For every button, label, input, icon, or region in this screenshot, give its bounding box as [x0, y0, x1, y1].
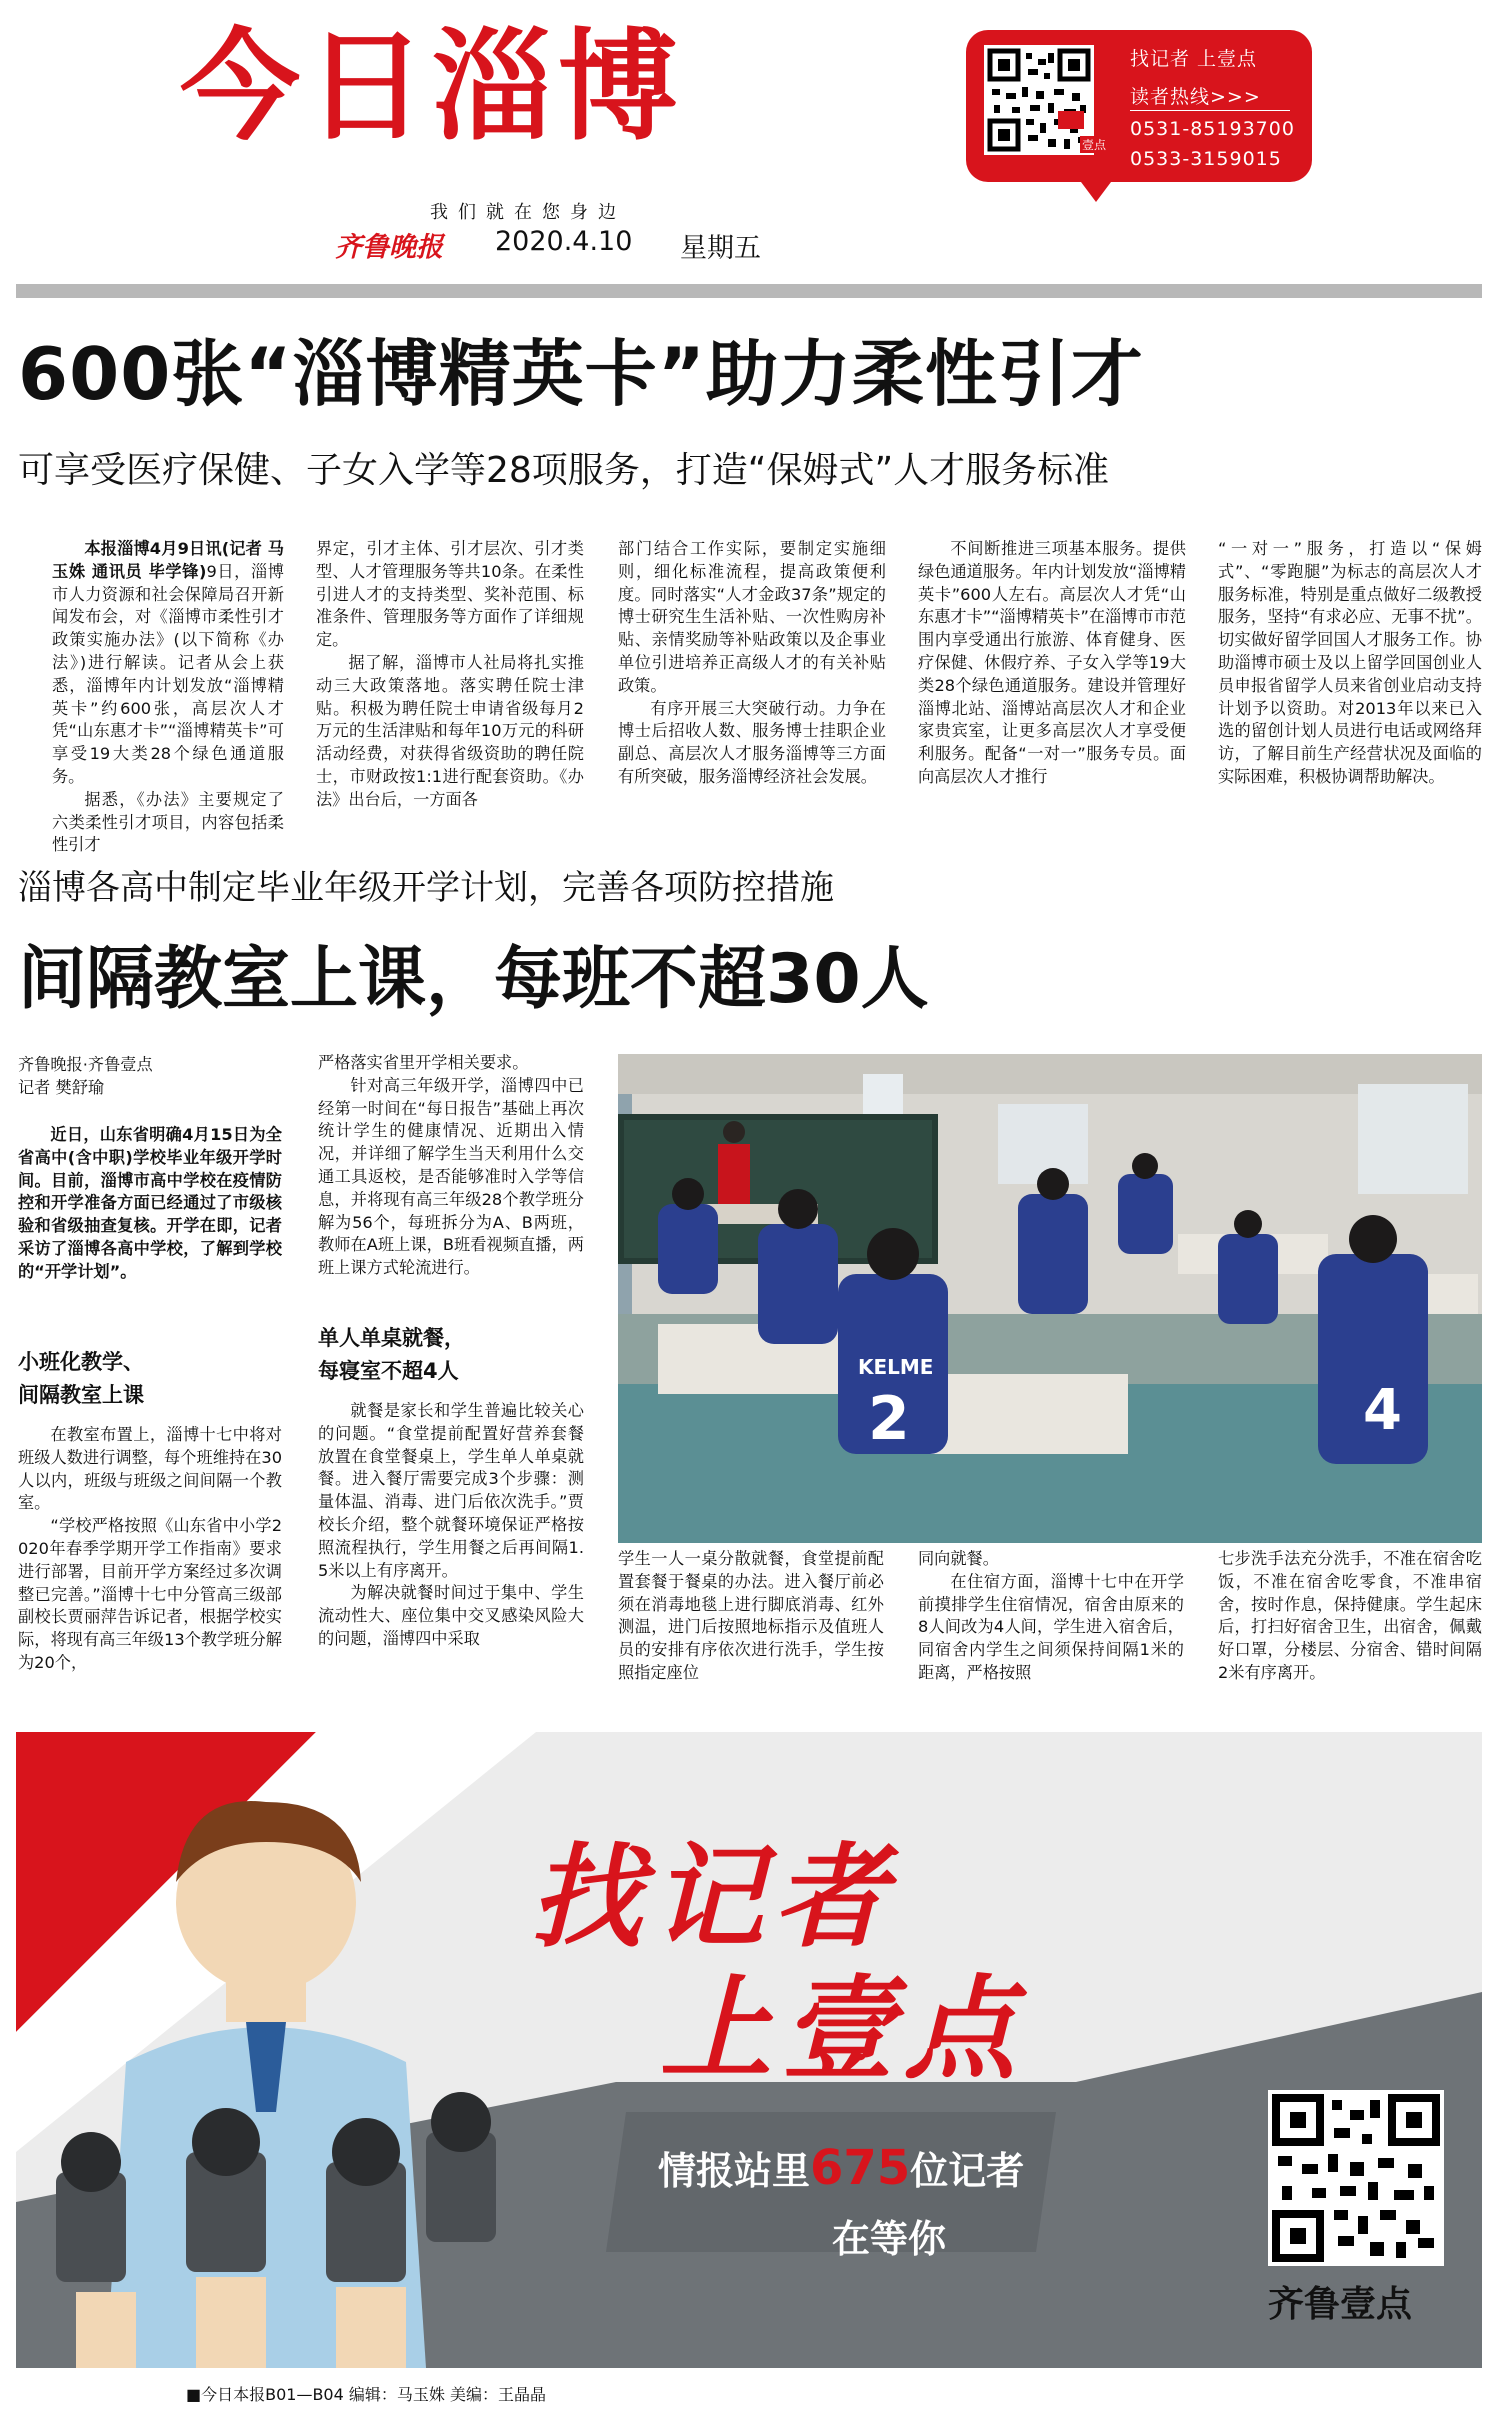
masthead-rule	[16, 284, 1482, 298]
photo-jersey-brand: KELME	[858, 1355, 934, 1379]
article2-subtitle-1a: 小班化教学、	[18, 1350, 144, 1374]
article1-col4-p1: 不间断推进三项基本服务。提供绿色通道服务。年内计划发放“淄博精英卡”600人左右。高层次人才凭“山东惠才卡”“淄博精英卡”在淄博市市范围内享受通出行旅游、体育健身、医疗保健、休假疗养、子女入学等19大类28个绿色通道服务。建设并管理好淄博北站、淄博站高层次人才和企业家贵宾室，让更多高层次人才享受便利服务。配备“一对一”服务专员。面向高层次人才推行	[918, 539, 1186, 786]
article2-kicker: 淄博各高中制定毕业年级开学计划，完善各项防控措施	[18, 868, 834, 908]
article2-col4-p1: 同向就餐。	[918, 1549, 999, 1568]
article1-col1-p1: 9日，淄博市人力资源和社会保障局召开新闻发布会，对《淄博市柔性引才政策实施办法》(以下简称《办法》)进行解读。记者从会上获悉，淄博年内计划发放“淄博精英卡”约600张，高层次人才凭“山东惠才卡”“淄博精英卡”可享受19大类28个绿色通道服务。	[52, 561, 284, 786]
article2-headline: 间隔教室上课，每班不超30人	[18, 940, 929, 1019]
qr-brand-label: 壹点	[1082, 138, 1107, 152]
masthead-title: 今日淄博	[180, 18, 684, 157]
issue-weekday: 星期五	[680, 233, 761, 264]
article2-column-1	[18, 1424, 282, 1675]
article1-column-2	[316, 538, 584, 812]
paper-logo: 齐鲁晚报	[335, 232, 443, 263]
contact-box-tail	[1078, 178, 1114, 202]
article1-column-3	[618, 538, 886, 789]
article2-subtitle-2b: 每寝室不超4人	[318, 1359, 459, 1383]
ad-brand-logo: 齐鲁壹点	[1268, 2284, 1413, 2325]
ad-tagline-1-pre: 情报站里	[658, 2149, 811, 2193]
article2-col2-p1: 针对高三年级开学，淄博四中已经第一时间在“每日报告”基础上再次统计学生的健康情况、近期出入情况，并详细了解学生当天利用什么交通工具返校，是否能够准时入学等信息，并将现有高三年级28个教学班分解为56个，每班拆分为A、B两班，教师在A班上课，B班看视频直播，两班上课方式轮流进行。	[318, 1075, 584, 1278]
article2-column-4	[918, 1548, 1184, 1685]
ad-reporter-count: 675	[810, 2140, 911, 2196]
article2-subtitle-2a: 单人单桌就餐，	[318, 1326, 465, 1350]
page-footer: ■今日本报B01—B04 编辑：马玉姝 美编：王晶晶	[186, 2385, 546, 2404]
ad-title-line-2: 上壹点	[660, 1965, 1026, 2095]
article1-col1-p2: 据悉，《办法》主要规定了六类柔性引才项目，内容包括柔性引才	[52, 789, 284, 855]
ad-tagline-1	[658, 2140, 1024, 2196]
article2-col4-p2: 在住宿方面，淄博十七中在开学前摸排学生住宿情况，宿舍由原来的8人间改为4人间，学生进入宿舍后，同宿舍内学生之间须保持间隔1米的距离，严格按照	[918, 1571, 1184, 1682]
contact-line-2: 读者热线>>>	[1130, 86, 1261, 108]
article1-col3-p1: 部门结合工作实际，要制定实施细则，细化标准流程，提高政策便利度。同时落实“人才金政37条”规定的博士研究生生活补贴、一次性购房补贴、亲情奖励等补贴政策以及企事业单位引进培养正高级人才的有关补贴政策。	[618, 539, 886, 695]
article1-column-4	[918, 538, 1186, 789]
article2-column-2b	[318, 1400, 584, 1651]
contact-line-1: 找记者 上壹点	[1130, 48, 1258, 70]
contact-phone-1[interactable]: 0531-85193700	[1130, 118, 1295, 140]
masthead-slogan: 我们就在您身边	[430, 202, 626, 223]
article2-col2-p0: 严格落实省里开学相关要求。	[318, 1053, 529, 1072]
contact-phone-2[interactable]: 0533-3159015	[1130, 148, 1282, 170]
ad-tagline-1-post: 位记者	[910, 2149, 1025, 2193]
article2-byline-reporter: 记者 樊舒瑜	[18, 1078, 105, 1097]
article1-col3-p2: 有序开展三大突破行动。力争在博士后招收人数、服务博士挂职企业副总、高层次人才服务淄博等三方面有所突破，服务淄博经济社会发展。	[618, 698, 886, 786]
issue-date: 2020.4.10	[495, 226, 633, 257]
article2-col5-p1: 七步洗手法充分洗手，不准在宿舍吃饭，不准在宿舍吃零食，不准串宿舍，按时作息，保持健康。学生起床后，打扫好宿舍卫生，出宿舍，佩戴好口罩，分楼层、分宿舍、错时间隔2米有序离开。	[1218, 1549, 1482, 1682]
article2-column-2a	[318, 1052, 584, 1280]
article1-lead: 本报淄博4月9日讯(记者 马玉姝 通讯员 毕学锋)	[52, 539, 284, 581]
article2-lead-text: 近日，山东省明确4月15日为全省高中(含中职)学校毕业年级开学时间。目前，淄博市高中学校在疫情防控和开学准备方面已经通过了市级核验和省级抽查复核。开学在即，记者采访了淄博各高中学校，了解到学校的“开学计划”。	[18, 1125, 282, 1281]
qr-code-icon[interactable]	[984, 45, 1094, 155]
article2-col3-p1: 学生一人一桌分散就餐，食堂提前配置套餐于餐桌的办法。进入餐厅前必须在消毒地毯上进行脚底消毒、红外测温，进门后按照地标指示及值班人员的安排有序依次进行洗手，学生按照指定座位	[618, 1549, 884, 1682]
photo-jersey-number-2: 4	[1363, 1378, 1402, 1443]
article2-column-3	[618, 1548, 884, 1685]
ad-title-line-1: 找记者	[530, 1833, 896, 1963]
article2-col2-p3: 为解决就餐时间过于集中、学生流动性大、座位集中交叉感染风险大的问题，淄博四中采取	[318, 1583, 584, 1648]
article2-subtitle-1b: 间隔教室上课	[18, 1383, 144, 1407]
article2-lead	[18, 1124, 282, 1284]
article2-col1-p2: “学校严格按照《山东省中小学2020年春季学期开学工作指南》要求进行部署，目前开学方案经过多次调整已完善。”淄博十七中分管高三级部副校长贾丽萍告诉记者，根据学校实际，将现有高三年级13个教学班分解为20个，	[18, 1516, 282, 1672]
article1-col2-p2: 据了解，淄博市人社局将扎实推动三大政策落地。落实聘任院士津贴。积极为聘任院士申请省级每月2万元的生活津贴和每年10万元的科研活动经费，对获得省级资助的聘任院士，市财政按1:1进行配套资助。《办法》出台后，一方面各	[316, 652, 584, 809]
article1-col5-p1: “一对一”服务，打造以“保姆式”、“零跑腿”为标志的高层次人才服务标准，特别是重点做好二级教授服务，坚持“有求必应、无事不扰”。切实做好留学回国人才服务工作。协助淄博市硕士及以上留学回国创业人员申报省留学人员来省创业启动支持计划予以资助。对2013年以来已入选的留创计划人员进行电话或网络拜访，了解目前生产经营状况及面临的实际困难，积极协调帮助解决。	[1218, 539, 1482, 786]
article2-byline-source: 齐鲁晚报·齐鲁壹点	[18, 1055, 153, 1074]
article2-column-5	[1218, 1548, 1482, 1685]
classroom-photo	[618, 1054, 1482, 1543]
contact-divider	[1130, 110, 1290, 111]
article2-col2-p2: 就餐是家长和学生普遍比较关心的问题。“食堂提前配置好营养套餐放置在食堂餐桌上，学生单人单桌就餐。进入餐厅需要完成3个步骤：测量体温、消毒、进门后依次洗手。”贾校长介绍，整个就餐环境保证严格按照流程执行，学生用餐之后再间隔1.5米以上有序离开。	[318, 1401, 584, 1580]
article1-column-1	[52, 538, 284, 857]
article1-col2-p1: 界定，引才主体、引才层次、引才类型、人才管理服务等共10条。在柔性引进人才的支持类型、奖补范围、标准条件、管理服务等方面作了详细规定。	[316, 539, 584, 650]
article2-col1-p1: 在教室布置上，淄博十七中将对班级人数进行调整，每个班维持在30人以内，班级与班级之间间隔一个教室。	[18, 1425, 282, 1513]
article1-column-5	[1218, 538, 1482, 789]
ad-qr-code-icon[interactable]	[1268, 2090, 1444, 2266]
article1-headline: 600张“淄博精英卡”助力柔性引才	[18, 332, 1144, 416]
photo-jersey-number-1: 2	[868, 1384, 910, 1454]
ad-tagline-2: 在等你	[832, 2217, 947, 2261]
article1-subhead: 可享受医疗保健、子女入学等28项服务，打造“保姆式”人才服务标准	[18, 450, 1110, 491]
